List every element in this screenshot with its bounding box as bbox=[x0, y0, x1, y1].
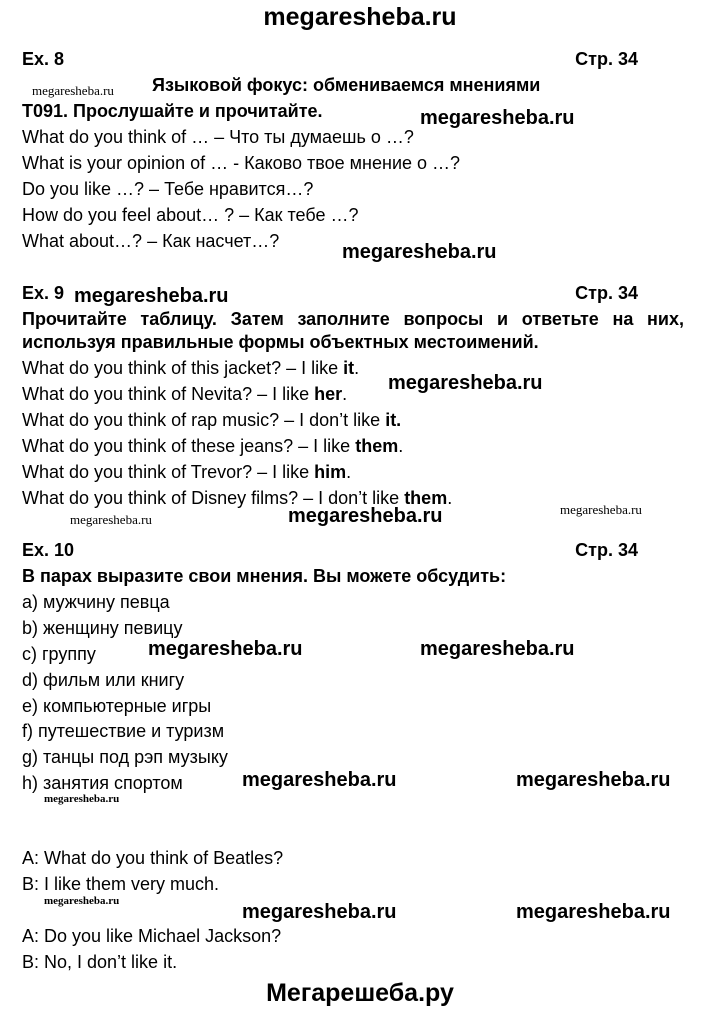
ex10-instruction: В парах выразите свои мнения. Вы можете обсудить: bbox=[22, 566, 507, 586]
ex9-page: Стр. 34 bbox=[575, 283, 638, 303]
ex10-option-b: b) женщину певицу bbox=[22, 618, 183, 638]
ex8-topic: Языковой фокус: обмениваемся мнениями bbox=[152, 75, 541, 95]
watermark-small: megaresheba.ru bbox=[44, 793, 120, 805]
ex9-answer: it. bbox=[385, 410, 402, 430]
ex8-line-5: What about…? – Как насчет…? bbox=[22, 231, 280, 251]
watermark-large: megaresheba.ru bbox=[74, 285, 229, 307]
ex8-line-4: How do you feel about… ? – Как тебе …? bbox=[22, 205, 359, 225]
watermark-large: megaresheba.ru bbox=[242, 769, 397, 791]
ex10-option-h: h) занятия спортом bbox=[22, 773, 183, 793]
ex10-option-g: g) танцы под рэп музыку bbox=[22, 747, 228, 767]
watermark-small: megaresheba.ru bbox=[44, 895, 120, 907]
watermark-large: megaresheba.ru bbox=[420, 638, 575, 660]
watermark-large: megaresheba.ru bbox=[516, 769, 671, 791]
dialogue2-line-b: B: No, I don’t like it. bbox=[22, 952, 178, 972]
ex10-option-a: a) мужчину певца bbox=[22, 592, 170, 612]
ex9-item-6: What do you think of Disney films? – I don’t like them. bbox=[22, 488, 453, 508]
watermark-large: megaresheba.ru bbox=[148, 638, 303, 660]
site-title-header: megaresheba.ru bbox=[263, 3, 457, 31]
ex9-item-4: What do you think of these jeans? – I like them. bbox=[22, 436, 404, 456]
watermark-large: megaresheba.ru bbox=[288, 505, 443, 527]
watermark-large: megaresheba.ru bbox=[420, 107, 575, 129]
dialogue1-line-a: A: What do you think of Beatles? bbox=[22, 848, 284, 868]
ex10-option-d: d) фильм или книгу bbox=[22, 670, 185, 690]
ex10-page: Стр. 34 bbox=[575, 540, 638, 560]
ex9-instruction-line-1: Прочитайте таблицу. Затем заполните вопросы и ответьте на них, bbox=[22, 309, 684, 329]
ex9-label: Ex. 9 bbox=[22, 283, 65, 303]
ex9-item-2: What do you think of Nevita? – I like her. bbox=[22, 384, 348, 404]
ex8-line-2: What is your opinion of … - Каково твое мнение о …? bbox=[22, 153, 461, 173]
ex8-page: Стр. 34 bbox=[575, 49, 638, 69]
ex10-label: Ex. 10 bbox=[22, 540, 75, 560]
ex9-answer: it bbox=[343, 358, 355, 378]
watermark-large: megaresheba.ru bbox=[516, 901, 671, 923]
ex10-option-f: f) путешествие и туризм bbox=[22, 721, 225, 741]
watermark-large: megaresheba.ru bbox=[388, 372, 543, 394]
dialogue1-line-b: B: I like them very much. bbox=[22, 874, 220, 894]
site-title-footer: Мегарешеба.ру bbox=[266, 979, 454, 1007]
ex8-line-1: What do you think of … – Что ты думаешь о …? bbox=[22, 127, 414, 147]
ex9-answer: him bbox=[314, 462, 347, 482]
ex9-item-5: What do you think of Trevor? – I like him. bbox=[22, 462, 352, 482]
ex10-option-e: e) компьютерные игры bbox=[22, 696, 212, 716]
watermark-large: megaresheba.ru bbox=[242, 901, 397, 923]
ex8-task: T091. Прослушайте и прочитайте. bbox=[22, 101, 323, 121]
watermark-small: megaresheba.ru bbox=[70, 512, 152, 527]
watermark-small: megaresheba.ru bbox=[560, 502, 642, 517]
dialogue2-line-a: A: Do you like Michael Jackson? bbox=[22, 926, 282, 946]
ex9-answer: them bbox=[355, 436, 399, 456]
ex10-option-c: c) группу bbox=[22, 644, 96, 664]
ex9-item-3: What do you think of rap music? – I don’t like it. bbox=[22, 410, 402, 430]
ex8-line-3: Do you like …? – Тебе нравится…? bbox=[22, 179, 314, 199]
watermark-large: megaresheba.ru bbox=[342, 241, 497, 263]
ex9-item-1: What do you think of this jacket? – I like it. bbox=[22, 358, 360, 378]
ex9-answer: her bbox=[314, 384, 343, 404]
ex8-label: Ex. 8 bbox=[22, 49, 65, 69]
watermark-small: megaresheba.ru bbox=[32, 83, 114, 98]
ex9-answer: them bbox=[404, 488, 448, 508]
ex9-instruction-line-2: используя правильные формы объектных местоимений. bbox=[22, 332, 539, 352]
